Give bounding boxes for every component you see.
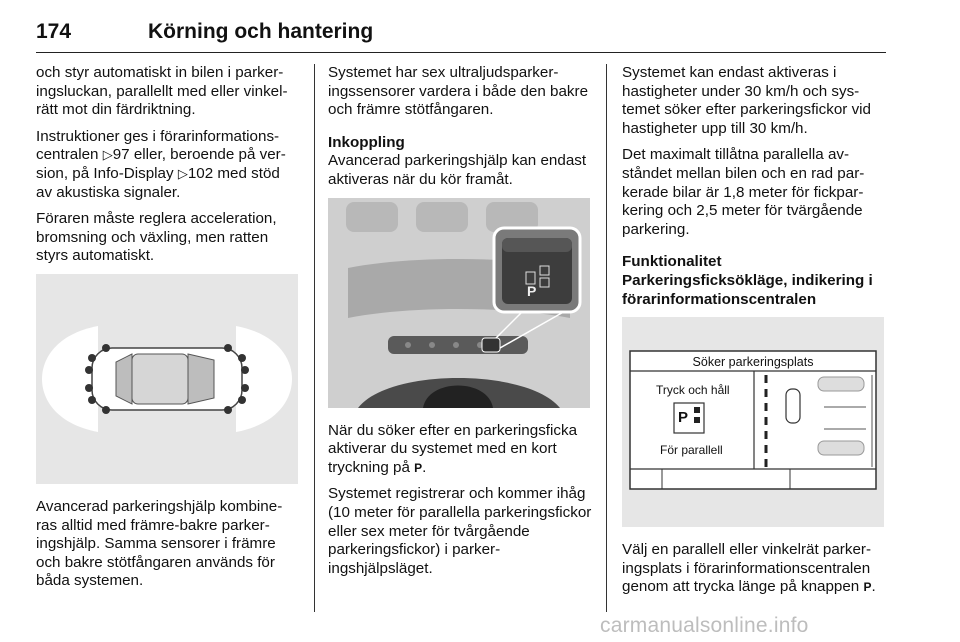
page-reference-arrow-icon: ▷	[177, 165, 188, 181]
paragraph: När du söker efter en parkeringsficka aktiverar du systemet med en kort tryckning på P.	[328, 421, 578, 476]
column-3	[622, 64, 888, 605]
column-1	[36, 64, 298, 599]
column-divider	[314, 64, 315, 612]
page-number: 174	[36, 20, 72, 43]
chapter-title: Körning och hantering	[148, 20, 374, 43]
car-top-view-icon	[36, 274, 298, 484]
display-mode-label: För parallell	[660, 443, 723, 458]
paragraph: Systemet har sex ultraljudsparkeringssensorer vardera i både den bakre och främre stötfångaren.	[328, 64, 589, 119]
subsection-heading: Parkeringsficksökläge, indikering i förarinformationscentralen	[622, 271, 873, 308]
page-reference[interactable]: 102	[187, 164, 214, 182]
page-reference-arrow-icon: ▷	[102, 147, 113, 163]
paragraph: Systemet kan endast aktiveras i hastigheter under 30 km/h och systemet söker efter parkeringsfickor vid hastigheter upp till 30 km/h.	[622, 64, 871, 137]
paragraph: Systemet registrerar och kommer ihåg (10 meter för parallella parkeringsfickor eller sex meter för tvårgående parkeringsfickor) i parkeringshjälpsläget.	[328, 485, 592, 577]
sensor-coverage-illustration	[36, 274, 298, 484]
console-buttons-icon	[328, 198, 590, 408]
display-park-icon: P	[678, 409, 689, 427]
center-console-illustration	[328, 198, 590, 408]
park-assist-button-icon: P	[527, 282, 537, 299]
watermark: carmanualsonline.info	[600, 614, 809, 637]
display-title: Söker parkeringsplats	[692, 355, 814, 370]
section-heading: Inkoppling	[328, 133, 405, 151]
paragraph: och styr automatiskt in bilen i parkeringsluckan, parallellt med eller vinkelrätt mot din färdriktning.	[36, 64, 288, 119]
display-instruction: Tryck och håll	[656, 383, 730, 398]
paragraph: Välj en parallell eller vinkelrät parkeringsplats i förarinformationscentralen genom att trycka länge på knappen P.	[622, 541, 876, 596]
paragraph: Avancerad parkeringshjälp kombineras alltid med främre-bakre parkeringshjälp. Samma sensorer i främre och bakre stötfångaren används för båda systemen.	[36, 497, 283, 590]
column-divider	[606, 64, 607, 612]
paragraph: Det maximalt tillåtna parallella avståndet mellan bilen och en rad parkerade bilar är 1,8 meter för fickparkering och 2,5 meter för tvärgående parkering.	[622, 146, 865, 238]
paragraph: Föraren måste reglera acceleration, bromsning och växling, men ratten styrs automatiskt.	[36, 210, 277, 265]
park-assist-symbol-icon: P	[414, 460, 423, 475]
display-frame-icon	[622, 317, 884, 527]
page-header	[36, 18, 886, 53]
park-assist-symbol-icon: P	[863, 580, 872, 595]
section-heading: Funktionalitet	[622, 253, 722, 271]
driver-info-display-illustration	[622, 317, 884, 527]
column-2	[328, 64, 592, 586]
paragraph: Instruktioner ges i förarinformationscentralen ▷97 eller, beroende på version, på Info-Display ▷102 med stöd av akustiska signaler.	[36, 127, 286, 201]
paragraph: Avancerad parkeringshjälp kan endast aktiveras när du kör framåt.	[328, 152, 587, 188]
page-reference[interactable]: 97	[112, 146, 130, 164]
